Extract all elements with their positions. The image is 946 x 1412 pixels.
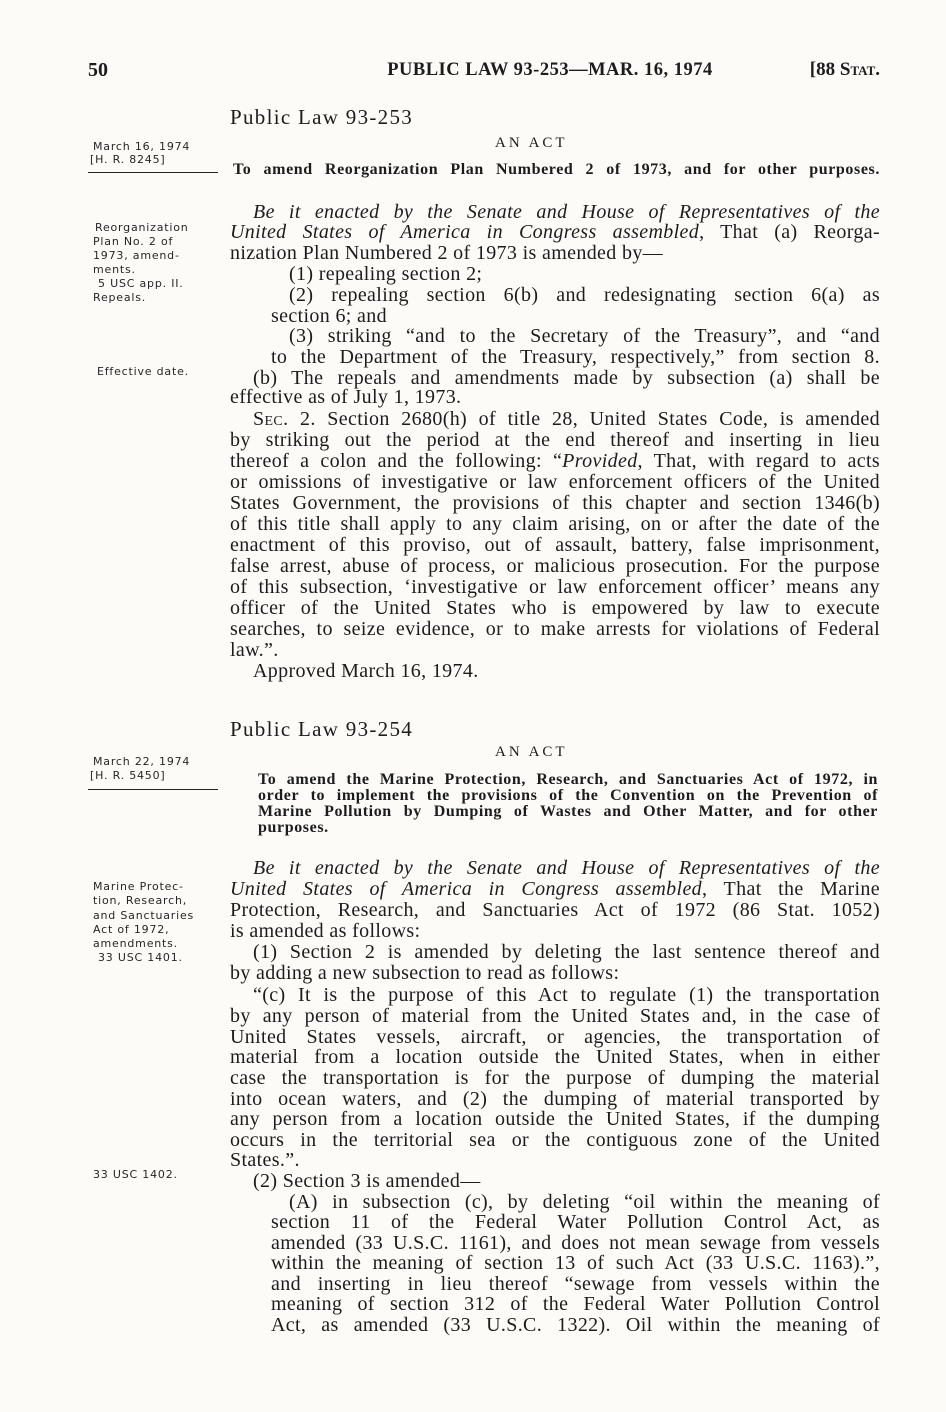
enacting-clause-text: United States of America in Congress assembled xyxy=(230,878,703,900)
margin-rule xyxy=(88,172,218,173)
body-text: thereof a colon and the following: “ xyxy=(230,450,563,472)
body-line: by adding a new subsection to read as follows: xyxy=(230,962,620,984)
body-line: States.”. xyxy=(230,1149,300,1171)
body-line: occurs in the territorial sea or the contiguous zone of the United xyxy=(230,1129,880,1151)
act-title-line: To amend the Marine Protection, Research, and Sanctuaries Act of 1972, in xyxy=(258,771,878,788)
body-line: section 6; and xyxy=(271,305,387,327)
body-line: any person from a location outside the United States, if the dumping xyxy=(230,1108,880,1130)
enactment-date: March 22, 1974 xyxy=(93,755,191,768)
body-line: (A) in subsection (c), by deleting “oil within the meaning of xyxy=(289,1191,880,1213)
body-line: Act, as amended (33 U.S.C. 1322). Oil within the meaning of xyxy=(271,1314,880,1336)
body-line: (1) Section 2 is amended by deleting the last sentence thereof and xyxy=(253,941,880,963)
body-line: States Government, the provisions of this chapter and section 1346(b) xyxy=(230,492,880,514)
body-text: Section 2680(h) of title 28, United States Code, is amended xyxy=(315,408,881,430)
public-law-heading: Public Law 93-254 xyxy=(230,717,414,741)
section-label: Sec. 2. xyxy=(253,408,316,430)
proviso-word: Provided xyxy=(562,450,638,472)
margin-note: Repeals. xyxy=(93,291,147,304)
body-line: and inserting in lieu thereof “sewage from vessels within the xyxy=(271,1273,880,1295)
bill-number: [H. R. 8245] xyxy=(90,153,166,166)
body-line: “(c) It is the purpose of this Act to regulate (1) the transportation xyxy=(253,984,880,1006)
body-line: effective as of July 1, 1973. xyxy=(230,386,462,408)
enacting-clause-line: Be it enacted by the Senate and House of Representatives of the xyxy=(253,201,880,223)
body-line: meaning of section 312 of the Federal Water Pollution Control xyxy=(271,1293,880,1315)
enacting-clause-line: Be it enacted by the Senate and House of Representatives of the xyxy=(253,857,880,879)
body-line: (1) repealing section 2; xyxy=(289,263,483,285)
body-line: of this subsection, ‘investigative or law enforcement officer’ means any xyxy=(230,576,880,598)
body-line: case the transportation is for the purpose of dumping the material xyxy=(230,1067,880,1089)
act-title-line: order to implement the provisions of the Convention on the Prevention of xyxy=(258,787,878,804)
body-line: searches, to seize evidence, or to make arrests for violations of Federal xyxy=(230,618,880,640)
body-line: United States vessels, aircraft, or agencies, the transportation of xyxy=(230,1026,880,1048)
body-line: of this title shall apply to any claim arising, on or after the date of the xyxy=(230,513,880,535)
margin-note: tion, Research, xyxy=(93,894,188,907)
body-line: (2) Section 3 is amended— xyxy=(253,1170,481,1192)
body-line: Protection, Research, and Sanctuaries Act of 1972 (86 Stat. 1052) xyxy=(230,899,880,921)
margin-rule xyxy=(88,789,218,790)
act-title-line: To amend Reorganization Plan Numbered 2 of 1973, and for other purposes. xyxy=(233,161,880,178)
body-line: nization Plan Numbered 2 of 1973 is amended by— xyxy=(230,242,664,264)
body-line: enactment of this proviso, out of assault, battery, false imprisonment, xyxy=(230,534,880,556)
body-line: (3) striking “and to the Secretary of the Treasury”, and “and xyxy=(289,325,880,347)
margin-note: amendments. xyxy=(93,937,178,950)
enactment-date: March 16, 1974 xyxy=(93,140,191,153)
body-line: officer of the United States who is empowered by law to execute xyxy=(230,597,880,619)
body-text: , That, with regard to acts xyxy=(637,450,880,472)
margin-note: ments. xyxy=(93,263,136,276)
body-line: or omissions of investigative or law enforcement officers of the United xyxy=(230,471,880,493)
act-title-line: Marine Pollution by Dumping of Wastes and Other Matter, and for other xyxy=(258,803,878,820)
body-line: by any person of material from the United States and, in the case of xyxy=(230,1005,880,1027)
margin-note: Effective date. xyxy=(97,365,189,378)
page-number: 50 xyxy=(88,59,108,81)
body-line: by striking out the period at the end thereof and inserting in lieu xyxy=(230,429,880,451)
volume-reference: [88 Stat. xyxy=(809,59,880,80)
margin-note: Reorganization xyxy=(95,221,189,234)
act-title-line: purposes. xyxy=(258,819,329,836)
act-label: AN ACT xyxy=(495,135,568,151)
enacting-clause-text: United States of America in Congress assembled xyxy=(230,221,700,243)
body-line: within the meaning of section 13 of such Act (33 U.S.C. 1163).”, xyxy=(271,1252,880,1274)
body-text: , That (a) Reorga- xyxy=(699,221,880,243)
body-text: , That the Marine xyxy=(702,878,880,900)
body-line: into ocean waters, and (2) the dumping of material transported by xyxy=(230,1088,880,1110)
body-line: (b) The repeals and amendments made by subsection (a) shall be xyxy=(253,367,880,389)
margin-note: Plan No. 2 of xyxy=(93,235,174,248)
public-law-heading: Public Law 93-253 xyxy=(230,105,414,129)
body-line: law.”. xyxy=(230,639,279,661)
act-label: AN ACT xyxy=(495,744,568,760)
body-line: amended (33 U.S.C. 1161), and does not mean sewage from vessels xyxy=(271,1232,880,1254)
margin-note: 1973, amend- xyxy=(93,249,180,262)
margin-citation: 33 USC 1401. xyxy=(98,951,183,964)
body-line: section 11 of the Federal Water Pollution Control Act, as xyxy=(271,1211,880,1233)
body-line: to the Department of the Treasury, respectively,” from section 8. xyxy=(271,346,880,368)
body-line: (2) repealing section 6(b) and redesignating section 6(a) as xyxy=(289,284,880,306)
bill-number: [H. R. 5450] xyxy=(90,769,166,782)
margin-note: and Sanctuaries xyxy=(93,909,195,922)
approval-line: Approved March 16, 1974. xyxy=(253,660,479,682)
margin-note: Act of 1972, xyxy=(93,923,170,936)
body-line: is amended as follows: xyxy=(230,920,421,942)
margin-note: Marine Protec- xyxy=(93,880,184,893)
body-line: material from a location outside the United States, when in either xyxy=(230,1046,880,1068)
running-title: PUBLIC LAW 93-253—MAR. 16, 1974 xyxy=(387,60,713,80)
body-line: false arrest, abuse of process, or malicious prosecution. For the purpose xyxy=(230,555,880,577)
margin-citation: 33 USC 1402. xyxy=(93,1168,178,1181)
margin-citation: 5 USC app. II. xyxy=(98,277,184,290)
